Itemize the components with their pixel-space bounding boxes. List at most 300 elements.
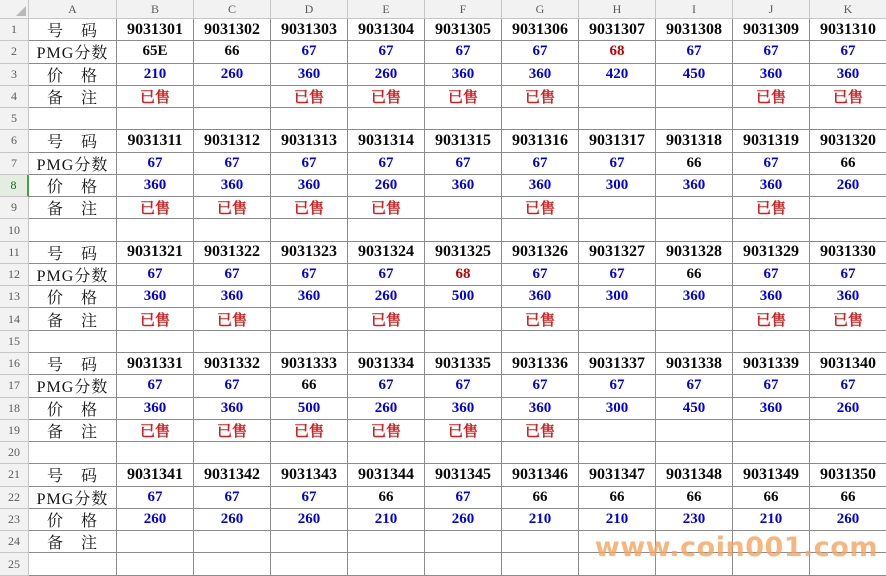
row-header-8[interactable]: 8 [0,175,29,197]
empty-cell[interactable] [579,553,656,575]
empty-cell[interactable] [579,308,656,330]
data-cell[interactable] [502,175,579,197]
data-cell[interactable] [656,64,733,86]
data-cell[interactable] [579,487,656,509]
data-cell[interactable] [733,264,810,286]
data-cell[interactable] [117,264,194,286]
data-cell[interactable] [656,19,733,41]
empty-cell[interactable] [579,531,656,553]
empty-cell[interactable] [29,442,117,464]
data-cell[interactable] [194,286,271,308]
empty-cell[interactable] [810,442,886,464]
data-cell[interactable] [271,264,348,286]
data-cell[interactable] [117,487,194,509]
data-cell[interactable] [348,86,425,108]
data-cell[interactable] [810,487,886,509]
empty-cell[interactable] [425,331,502,353]
data-cell[interactable] [271,464,348,486]
data-cell[interactable] [502,487,579,509]
row-label-cell[interactable]: PMG分数 [29,264,117,286]
empty-cell[interactable] [348,442,425,464]
row-header-9[interactable]: 9 [0,197,29,219]
data-cell[interactable] [656,175,733,197]
data-cell[interactable] [656,264,733,286]
row-label-cell[interactable]: 备 注 [29,86,117,108]
column-header-a[interactable]: A [29,0,117,19]
data-cell[interactable] [502,197,579,219]
data-cell[interactable] [656,487,733,509]
row-header-24[interactable]: 24 [0,531,29,553]
data-cell[interactable] [579,353,656,375]
data-cell[interactable] [810,353,886,375]
data-cell[interactable] [502,420,579,442]
data-cell[interactable] [348,487,425,509]
data-cell[interactable] [502,286,579,308]
row-header-3[interactable]: 3 [0,64,29,86]
data-cell[interactable] [425,398,502,420]
data-cell[interactable] [348,242,425,264]
row-header-13[interactable]: 13 [0,286,29,308]
data-cell[interactable] [656,153,733,175]
empty-cell[interactable] [117,442,194,464]
empty-cell[interactable] [810,108,886,130]
empty-cell[interactable] [656,331,733,353]
empty-cell[interactable] [810,420,886,442]
empty-cell[interactable] [579,197,656,219]
data-cell[interactable] [425,420,502,442]
row-label-cell[interactable]: 价 格 [29,398,117,420]
row-header-17[interactable]: 17 [0,375,29,397]
empty-cell[interactable] [348,108,425,130]
data-cell[interactable] [117,86,194,108]
data-cell[interactable] [425,41,502,63]
empty-cell[interactable] [425,108,502,130]
data-cell[interactable] [194,264,271,286]
data-cell[interactable] [579,175,656,197]
data-cell[interactable] [810,19,886,41]
data-cell[interactable] [348,286,425,308]
column-header-f[interactable]: F [425,0,502,19]
data-cell[interactable] [117,286,194,308]
data-cell[interactable] [425,153,502,175]
empty-cell[interactable] [656,531,733,553]
empty-cell[interactable] [271,331,348,353]
data-cell[interactable] [810,509,886,531]
data-cell[interactable] [271,420,348,442]
data-cell[interactable] [656,242,733,264]
data-cell[interactable] [656,464,733,486]
data-cell[interactable] [502,464,579,486]
data-cell[interactable] [656,41,733,63]
empty-cell[interactable] [194,86,271,108]
column-header-h[interactable]: H [579,0,656,19]
empty-cell[interactable] [502,442,579,464]
row-header-18[interactable]: 18 [0,398,29,420]
data-cell[interactable] [810,308,886,330]
row-label-cell[interactable]: 号 码 [29,464,117,486]
data-cell[interactable] [348,353,425,375]
row-label-cell[interactable]: PMG分数 [29,375,117,397]
data-cell[interactable] [733,41,810,63]
data-cell[interactable] [194,375,271,397]
select-all-corner[interactable] [0,0,29,19]
data-cell[interactable] [733,175,810,197]
row-header-16[interactable]: 16 [0,353,29,375]
empty-cell[interactable] [810,553,886,575]
data-cell[interactable] [810,175,886,197]
data-cell[interactable] [271,86,348,108]
data-cell[interactable] [117,130,194,152]
data-cell[interactable] [502,153,579,175]
row-label-cell[interactable]: 备 注 [29,308,117,330]
data-cell[interactable] [502,509,579,531]
data-cell[interactable] [810,130,886,152]
data-cell[interactable] [117,242,194,264]
empty-cell[interactable] [579,86,656,108]
data-cell[interactable] [733,153,810,175]
row-header-4[interactable]: 4 [0,86,29,108]
row-header-20[interactable]: 20 [0,442,29,464]
empty-cell[interactable] [733,331,810,353]
empty-cell[interactable] [194,531,271,553]
data-cell[interactable] [271,509,348,531]
row-header-10[interactable]: 10 [0,219,29,241]
empty-cell[interactable] [810,531,886,553]
data-cell[interactable] [810,153,886,175]
row-label-cell[interactable]: 价 格 [29,175,117,197]
column-header-d[interactable]: D [271,0,348,19]
data-cell[interactable] [348,308,425,330]
data-cell[interactable] [194,353,271,375]
row-header-2[interactable]: 2 [0,41,29,63]
column-header-i[interactable]: I [656,0,733,19]
data-cell[interactable] [810,286,886,308]
empty-cell[interactable] [656,219,733,241]
data-cell[interactable] [348,264,425,286]
data-cell[interactable] [810,375,886,397]
empty-cell[interactable] [733,420,810,442]
row-header-25[interactable]: 25 [0,553,29,575]
empty-cell[interactable] [117,331,194,353]
data-cell[interactable] [271,130,348,152]
data-cell[interactable] [733,64,810,86]
data-cell[interactable] [733,509,810,531]
row-label-cell[interactable]: 号 码 [29,353,117,375]
empty-cell[interactable] [29,553,117,575]
data-cell[interactable] [733,130,810,152]
empty-cell[interactable] [502,331,579,353]
row-header-1[interactable]: 1 [0,19,29,41]
data-cell[interactable] [733,286,810,308]
data-cell[interactable] [656,375,733,397]
data-cell[interactable] [425,464,502,486]
empty-cell[interactable] [271,553,348,575]
data-cell[interactable] [117,64,194,86]
data-cell[interactable] [810,86,886,108]
row-header-19[interactable]: 19 [0,420,29,442]
data-cell[interactable] [425,353,502,375]
data-cell[interactable] [810,64,886,86]
empty-cell[interactable] [656,420,733,442]
data-cell[interactable] [348,153,425,175]
data-cell[interactable] [502,242,579,264]
data-cell[interactable] [271,242,348,264]
empty-cell[interactable] [656,553,733,575]
empty-cell[interactable] [733,531,810,553]
empty-cell[interactable] [425,531,502,553]
data-cell[interactable] [733,308,810,330]
row-label-cell[interactable]: PMG分数 [29,153,117,175]
empty-cell[interactable] [579,331,656,353]
data-cell[interactable] [502,130,579,152]
data-cell[interactable] [117,41,194,63]
empty-cell[interactable] [117,531,194,553]
data-cell[interactable] [117,398,194,420]
row-header-12[interactable]: 12 [0,264,29,286]
empty-cell[interactable] [579,442,656,464]
data-cell[interactable] [425,64,502,86]
data-cell[interactable] [117,353,194,375]
empty-cell[interactable] [348,219,425,241]
row-label-cell[interactable]: 号 码 [29,130,117,152]
data-cell[interactable] [271,175,348,197]
data-cell[interactable] [271,153,348,175]
empty-cell[interactable] [271,308,348,330]
empty-cell[interactable] [194,219,271,241]
row-header-7[interactable]: 7 [0,153,29,175]
row-header-5[interactable]: 5 [0,108,29,130]
empty-cell[interactable] [29,219,117,241]
empty-cell[interactable] [194,331,271,353]
data-cell[interactable] [733,242,810,264]
data-cell[interactable] [733,487,810,509]
data-cell[interactable] [194,420,271,442]
data-cell[interactable] [194,509,271,531]
data-cell[interactable] [579,398,656,420]
empty-cell[interactable] [656,108,733,130]
data-cell[interactable] [502,64,579,86]
data-cell[interactable] [271,64,348,86]
data-cell[interactable] [348,464,425,486]
row-label-cell[interactable]: 备 注 [29,197,117,219]
row-header-22[interactable]: 22 [0,487,29,509]
data-cell[interactable] [502,375,579,397]
empty-cell[interactable] [117,553,194,575]
row-label-cell[interactable]: 号 码 [29,19,117,41]
data-cell[interactable] [194,130,271,152]
data-cell[interactable] [271,197,348,219]
empty-cell[interactable] [117,219,194,241]
data-cell[interactable] [579,41,656,63]
data-cell[interactable] [656,509,733,531]
row-label-cell[interactable]: 价 格 [29,509,117,531]
row-label-cell[interactable]: PMG分数 [29,41,117,63]
row-label-cell[interactable]: 号 码 [29,242,117,264]
empty-cell[interactable] [656,86,733,108]
empty-cell[interactable] [194,553,271,575]
empty-cell[interactable] [733,553,810,575]
empty-cell[interactable] [348,531,425,553]
data-cell[interactable] [425,242,502,264]
row-label-cell[interactable]: 备 注 [29,531,117,553]
data-cell[interactable] [117,375,194,397]
data-cell[interactable] [271,353,348,375]
data-cell[interactable] [117,153,194,175]
data-cell[interactable] [502,19,579,41]
data-cell[interactable] [810,41,886,63]
data-cell[interactable] [194,242,271,264]
data-cell[interactable] [733,398,810,420]
empty-cell[interactable] [425,219,502,241]
data-cell[interactable] [348,130,425,152]
empty-cell[interactable] [29,108,117,130]
data-cell[interactable] [733,353,810,375]
data-cell[interactable] [656,130,733,152]
empty-cell[interactable] [656,308,733,330]
data-cell[interactable] [194,197,271,219]
data-cell[interactable] [502,398,579,420]
data-cell[interactable] [810,398,886,420]
data-cell[interactable] [425,86,502,108]
data-cell[interactable] [502,86,579,108]
data-cell[interactable] [733,19,810,41]
data-cell[interactable] [425,130,502,152]
data-cell[interactable] [271,286,348,308]
data-cell[interactable] [502,308,579,330]
data-cell[interactable] [502,264,579,286]
data-cell[interactable] [194,175,271,197]
data-cell[interactable] [117,19,194,41]
data-cell[interactable] [271,398,348,420]
data-cell[interactable] [425,264,502,286]
row-header-23[interactable]: 23 [0,509,29,531]
data-cell[interactable] [733,375,810,397]
data-cell[interactable] [194,308,271,330]
data-cell[interactable] [117,308,194,330]
empty-cell[interactable] [810,219,886,241]
empty-cell[interactable] [502,531,579,553]
data-cell[interactable] [810,264,886,286]
data-cell[interactable] [194,464,271,486]
empty-cell[interactable] [502,553,579,575]
empty-cell[interactable] [425,553,502,575]
empty-cell[interactable] [425,308,502,330]
empty-cell[interactable] [656,197,733,219]
data-cell[interactable] [348,41,425,63]
empty-cell[interactable] [579,420,656,442]
column-header-e[interactable]: E [348,0,425,19]
row-header-11[interactable]: 11 [0,242,29,264]
column-header-j[interactable]: J [733,0,810,19]
data-cell[interactable] [502,353,579,375]
data-cell[interactable] [579,64,656,86]
data-cell[interactable] [579,242,656,264]
empty-cell[interactable] [117,108,194,130]
data-cell[interactable] [425,286,502,308]
data-cell[interactable] [733,464,810,486]
data-cell[interactable] [656,353,733,375]
empty-cell[interactable] [271,531,348,553]
row-header-14[interactable]: 14 [0,308,29,330]
data-cell[interactable] [579,19,656,41]
data-cell[interactable] [348,398,425,420]
column-header-k[interactable]: K [810,0,886,19]
data-cell[interactable] [194,487,271,509]
data-cell[interactable] [425,175,502,197]
empty-cell[interactable] [810,331,886,353]
data-cell[interactable] [348,19,425,41]
column-header-c[interactable]: C [194,0,271,19]
row-label-cell[interactable]: 价 格 [29,64,117,86]
row-header-21[interactable]: 21 [0,464,29,486]
empty-cell[interactable] [502,108,579,130]
data-cell[interactable] [425,509,502,531]
data-cell[interactable] [117,509,194,531]
data-cell[interactable] [579,130,656,152]
data-cell[interactable] [348,197,425,219]
empty-cell[interactable] [502,219,579,241]
empty-cell[interactable] [29,331,117,353]
data-cell[interactable] [425,19,502,41]
column-header-g[interactable]: G [502,0,579,19]
data-cell[interactable] [502,41,579,63]
column-header-b[interactable]: B [117,0,194,19]
empty-cell[interactable] [656,442,733,464]
data-cell[interactable] [194,398,271,420]
row-label-cell[interactable]: 价 格 [29,286,117,308]
data-cell[interactable] [194,19,271,41]
row-label-cell[interactable]: PMG分数 [29,487,117,509]
data-cell[interactable] [348,64,425,86]
data-cell[interactable] [117,420,194,442]
data-cell[interactable] [117,197,194,219]
row-header-6[interactable]: 6 [0,130,29,152]
data-cell[interactable] [579,153,656,175]
data-cell[interactable] [425,487,502,509]
data-cell[interactable] [271,375,348,397]
data-cell[interactable] [348,420,425,442]
data-cell[interactable] [733,86,810,108]
data-cell[interactable] [425,375,502,397]
data-cell[interactable] [579,264,656,286]
data-cell[interactable] [117,175,194,197]
empty-cell[interactable] [733,219,810,241]
data-cell[interactable] [117,464,194,486]
empty-cell[interactable] [271,442,348,464]
data-cell[interactable] [579,375,656,397]
data-cell[interactable] [194,41,271,63]
data-cell[interactable] [656,398,733,420]
data-cell[interactable] [271,487,348,509]
row-label-cell[interactable]: 备 注 [29,420,117,442]
data-cell[interactable] [348,375,425,397]
data-cell[interactable] [810,464,886,486]
data-cell[interactable] [733,197,810,219]
empty-cell[interactable] [194,108,271,130]
empty-cell[interactable] [733,442,810,464]
row-header-15[interactable]: 15 [0,331,29,353]
empty-cell[interactable] [348,553,425,575]
empty-cell[interactable] [348,331,425,353]
data-cell[interactable] [271,41,348,63]
empty-cell[interactable] [733,108,810,130]
empty-cell[interactable] [271,219,348,241]
data-cell[interactable] [579,509,656,531]
empty-cell[interactable] [425,197,502,219]
empty-cell[interactable] [425,442,502,464]
data-cell[interactable] [810,242,886,264]
data-cell[interactable] [271,19,348,41]
